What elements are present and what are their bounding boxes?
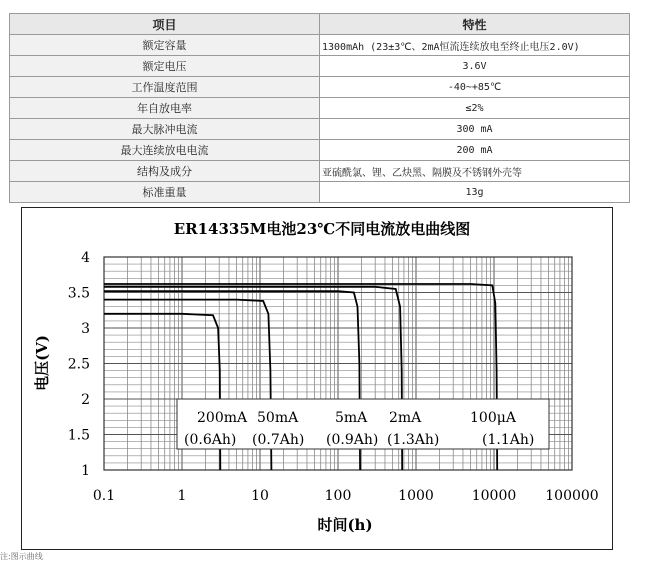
row-label: 最大连续放电电流 xyxy=(10,140,320,161)
y-tick-label: 2.5 xyxy=(67,356,90,373)
x-tick-labels xyxy=(93,488,599,504)
row-label: 额定容量 xyxy=(10,35,320,56)
header-spec: 特性 xyxy=(320,14,630,35)
legend-series-capacity: (0.9Ah) xyxy=(326,432,379,448)
header-item: 项目 xyxy=(10,14,320,35)
row-value: 1300mAh (23±3℃、2mA恒流连续放电至终止电压2.0V) xyxy=(320,35,630,56)
legend xyxy=(177,399,549,449)
x-tick-label: 1000 xyxy=(398,488,434,504)
legend-series-capacity: (0.6Ah) xyxy=(184,432,237,448)
x-tick-label: 1 xyxy=(177,488,187,504)
y-tick-label: 3.5 xyxy=(67,285,90,302)
table-row xyxy=(10,182,630,203)
legend-series-name: 100μA xyxy=(470,410,516,426)
y-tick-label: 4 xyxy=(81,250,90,266)
chart-title: ER14335M电池23℃不同电流放电曲线图 xyxy=(173,220,471,238)
table-row xyxy=(10,98,630,119)
x-axis-label: 时间(h) xyxy=(317,516,373,534)
footnote: 注:图示曲线 xyxy=(0,552,43,561)
legend-series-name: 2mA xyxy=(389,410,422,426)
y-tick-label: 1 xyxy=(81,463,90,479)
table-row xyxy=(10,119,630,140)
table-row xyxy=(10,35,630,56)
x-tick-label: 100000 xyxy=(545,488,599,504)
legend-series-name: 5mA xyxy=(335,410,368,426)
row-label: 年自放电率 xyxy=(10,98,320,119)
legend-series-capacity: (0.7Ah) xyxy=(252,432,305,448)
table-row xyxy=(10,140,630,161)
y-tick-label: 1.5 xyxy=(67,427,90,444)
legend-series-name: 200mA xyxy=(197,410,248,426)
row-value: 200 mA xyxy=(320,140,630,161)
chart-svg xyxy=(22,208,612,549)
row-label: 额定电压 xyxy=(10,56,320,77)
table-header-row xyxy=(10,14,630,35)
y-tick-labels xyxy=(68,250,90,479)
discharge-chart xyxy=(21,207,613,550)
table-row xyxy=(10,56,630,77)
row-value: 300 mA xyxy=(320,119,630,140)
legend-series-capacity: (1.3Ah) xyxy=(387,432,440,448)
y-axis-label: 电压(V) xyxy=(33,335,51,391)
y-tick-label: 3 xyxy=(81,321,90,337)
row-value: 3.6V xyxy=(320,56,630,77)
x-tick-label: 10 xyxy=(251,488,269,504)
row-value: -40~+85℃ xyxy=(320,77,630,98)
table-row xyxy=(10,77,630,98)
x-tick-label: 10000 xyxy=(471,488,517,504)
spec-table xyxy=(9,13,630,203)
row-label: 工作温度范围 xyxy=(10,77,320,98)
row-value: 13g xyxy=(320,182,630,203)
x-tick-label: 0.1 xyxy=(92,488,116,504)
row-value: ≤2% xyxy=(320,98,630,119)
row-label: 标准重量 xyxy=(10,182,320,203)
y-tick-label: 2 xyxy=(81,392,90,408)
x-tick-label: 100 xyxy=(324,488,352,504)
legend-series-capacity: (1.1Ah) xyxy=(482,432,535,448)
row-label: 最大脉冲电流 xyxy=(10,119,320,140)
table-row xyxy=(10,161,630,182)
row-value: 亚硫酰氯、锂、乙炔黑、隔膜及不锈钢外壳等 xyxy=(320,161,630,182)
legend-series-name: 50mA xyxy=(257,410,299,426)
row-label: 结构及成分 xyxy=(10,161,320,182)
